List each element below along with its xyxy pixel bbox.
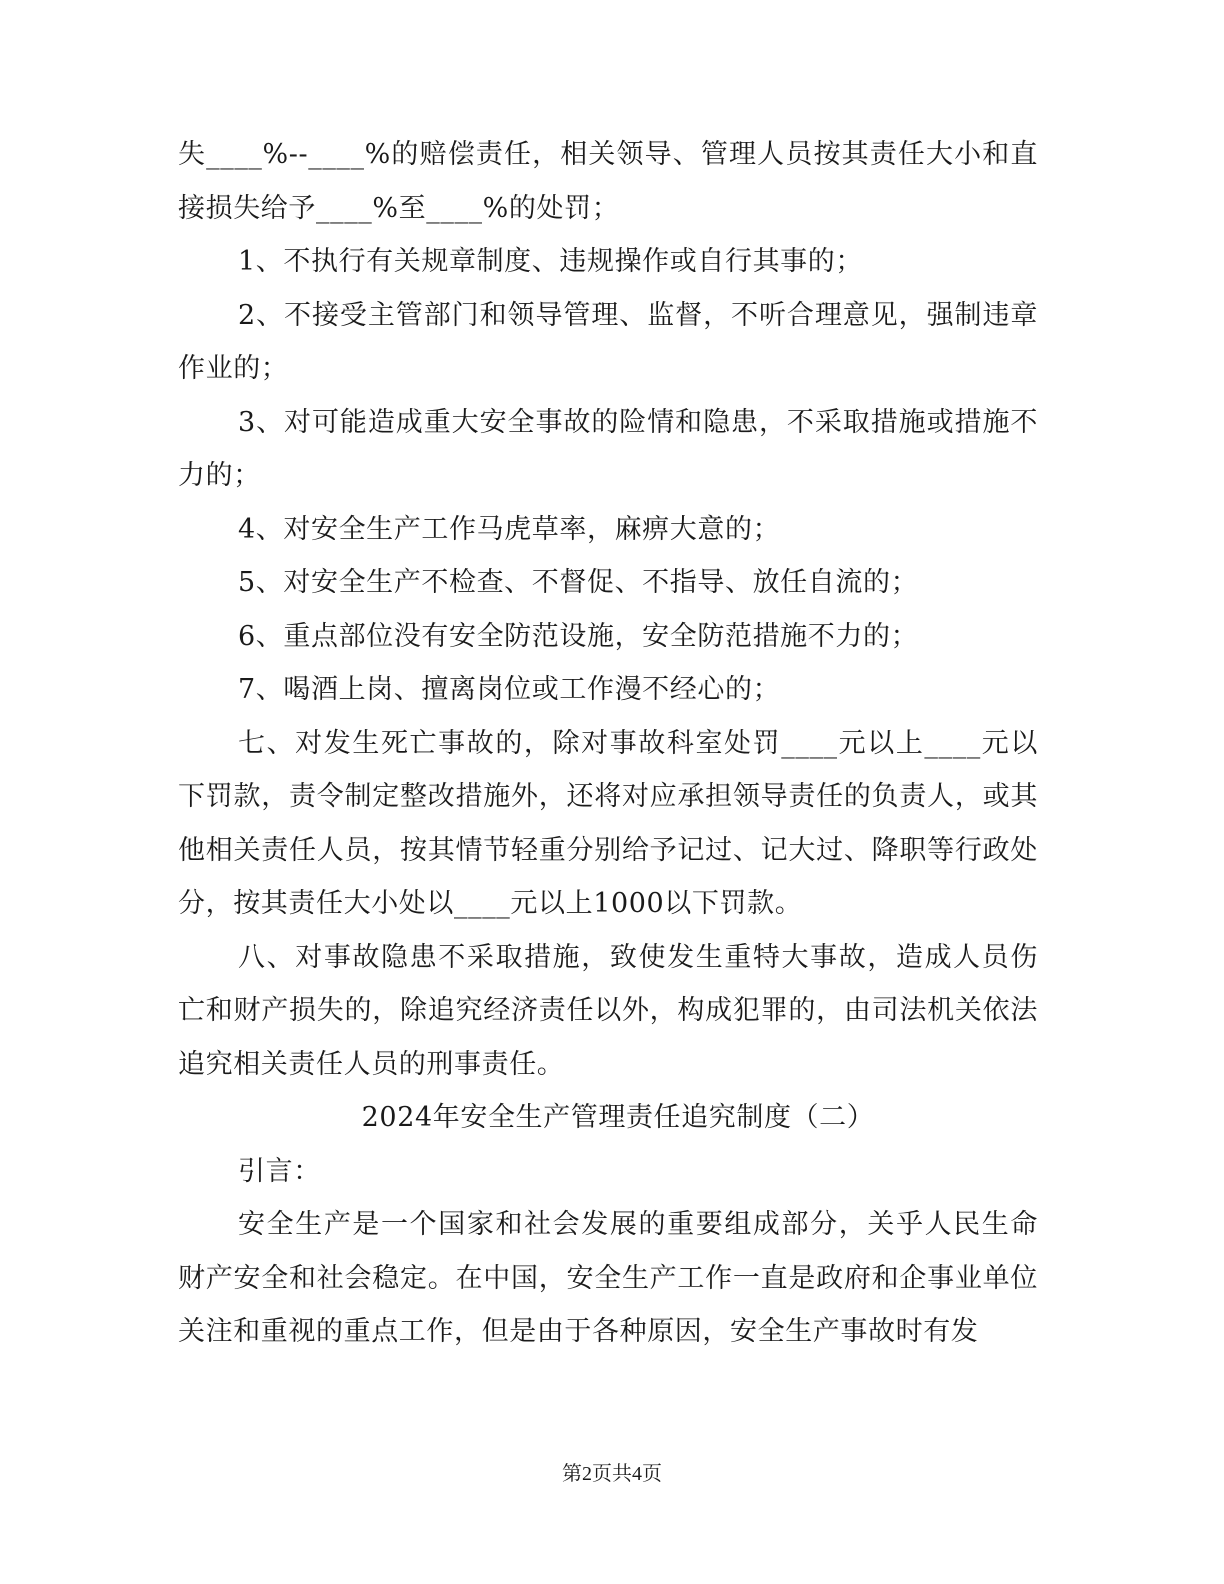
paragraph: 7、喝酒上岗、擅离岗位或工作漫不经心的； <box>238 674 781 705</box>
paragraph: 失____%--____%的赔偿责任，相关领导、管理人员按其责任大小和直接损失给予____%至____%的处罚； <box>178 139 1038 224</box>
paragraph-group-part1 <box>178 128 1038 1091</box>
paragraph: 安全生产是一个国家和社会发展的重要组成部分，关乎人民生命财产安全和社会稳定。在中国，安全生产工作一直是政府和企事业单位关注和重视的重点工作，但是由于各种原因，安全生产事故时有发 <box>178 1209 1038 1347</box>
section-title: 2024年安全生产管理责任追究制度（二） <box>361 1102 875 1133</box>
paragraph: 5、对安全生产不检查、不督促、不指导、放任自流的； <box>238 567 919 598</box>
page-footer <box>0 1462 1224 1486</box>
document-body <box>178 128 1038 1359</box>
paragraph: 3、对可能造成重大安全事故的险情和隐患，不采取措施或措施不力的； <box>178 406 1038 491</box>
paragraph-group-part2 <box>178 1145 1038 1359</box>
paragraph: 八、对事故隐患不采取措施，致使发生重特大事故，造成人员伤亡和财产损失的，除追究经济责任以外，构成犯罪的，由司法机关依法追究相关责任人员的刑事责任。 <box>178 941 1038 1080</box>
paragraph: 6、重点部位没有安全防范设施，安全防范措施不力的； <box>238 620 919 652</box>
page-number: 第2页共4页 <box>562 1463 662 1485</box>
paragraph: 1、不执行有关规章制度、违规操作或自行其事的； <box>238 246 863 277</box>
paragraph: 4、对安全生产工作马虎草率，麻痹大意的； <box>238 513 781 545</box>
paragraph: 2、不接受主管部门和领导管理、监督，不听合理意见，强制违章作业的； <box>178 299 1038 384</box>
paragraph: 七、对发生死亡事故的，除对事故科室处罚____元以上____元以下罚款，责令制定整改措施外，还将对应承担领导责任的负责人，或其他相关责任人员，按其情节轻重分别给予记过、记大过、降职等行政处分，按其责任大小处以____元以上1000以下罚款。 <box>178 727 1038 919</box>
paragraph: 引言： <box>238 1155 321 1187</box>
